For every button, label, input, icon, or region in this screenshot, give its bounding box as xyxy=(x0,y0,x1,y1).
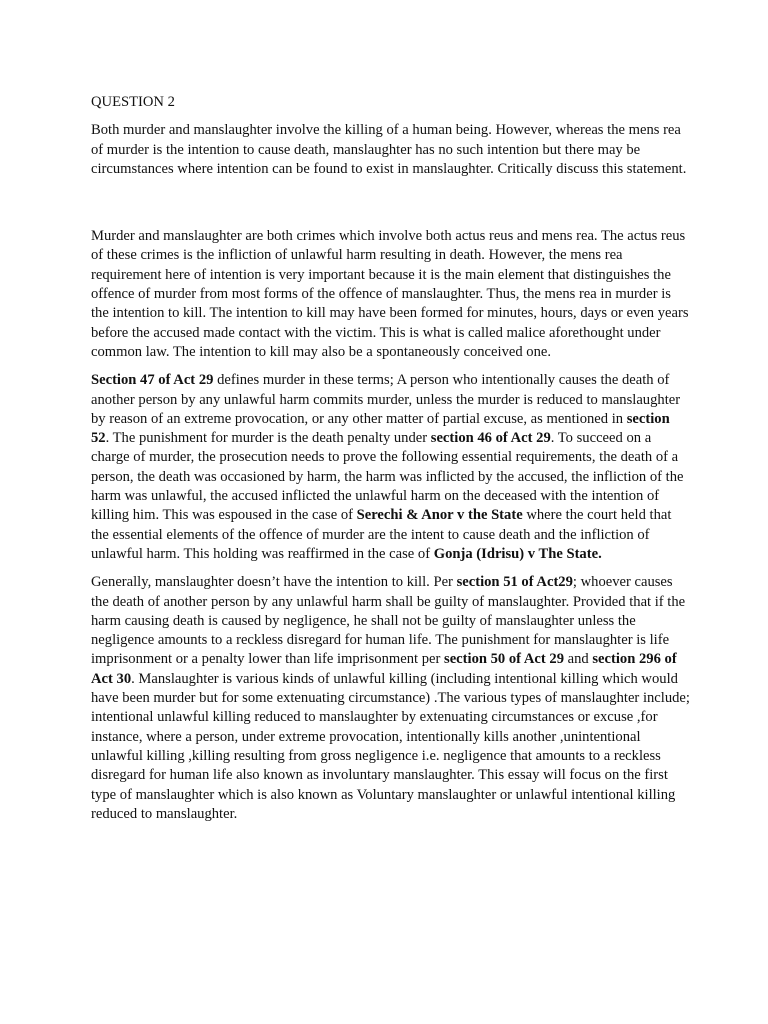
statute-reference: Section 47 of Act 29 xyxy=(91,372,214,389)
statute-reference: section 51 of Act29 xyxy=(456,574,573,591)
text-run: ; whoever causes the death of another person by any unlawful harm shall be guilty of manslaughter. Provided that if the harm causing death is caused by negligence, he shall not be guilty of manslaughter unless the negligence amounts to a reckless disregard for human life. The punishment for manslaughter is life imprisonment or a penalty lower than life imprisonment per xyxy=(91,574,686,668)
statute-reference: section 50 of Act 29 xyxy=(444,651,564,668)
text-run: where the court held that the essential elements of the offence of murder are the intent to cause death and the infliction of unlawful harm. This holding was reaffirmed in the case of xyxy=(91,507,672,562)
question-statement: Both murder and manslaughter involve the killing of a human being. However, whereas the mens rea of murder is the intention to cause death, manslaughter has no such intention but there may be circumstances where intention can be found to exist in manslaughter. Critically discuss this statement. xyxy=(91,122,687,177)
statute-reference: section 46 of Act 29 xyxy=(430,430,551,447)
case-citation: Serechi & Anor v the State xyxy=(356,507,523,524)
question-heading: QUESTION 2 xyxy=(91,94,175,110)
paragraph-manslaughter-definition xyxy=(91,573,691,824)
text-run: . To succeed on a charge of murder, the prosecution needs to prove the following essential requirements, the death of a person, the death was occasioned by harm, the harm was inflicted by the accused, the infliction of the harm was unlawful, the accused inflicted the unlawful harm on the deceased with the intention of killing him. This was espoused in the case of xyxy=(91,430,684,524)
text-run: defines murder in these terms; A person who intentionally causes the death of another person by any unlawful harm commits murder, unless the murder is reduced to manslaughter by reason of an extreme provocation, or any other matter of partial excuse, as mentioned in xyxy=(91,372,681,427)
document-body xyxy=(91,93,691,833)
case-citation: Gonja (Idrisu) v The State. xyxy=(433,545,602,562)
text-run: Generally, manslaughter doesn’t have the intention to kill. Per xyxy=(91,574,457,591)
statute-reference: section 296 of Act 30 xyxy=(91,651,677,687)
paragraph-murder-definition xyxy=(91,371,691,564)
text-run: . Manslaughter is various kinds of unlawful killing (including intentional killing which would have been murder but for some extenuating circumstance) .The various types of manslaughter include; intentional unlawful killing reduced to manslaughter by extenuating circumstances or excuse ,for instance, where a person, under extreme provocation, intentionally kills another ,unintentional unlawful killing ,killing resulting from gross negligence i.e. negligence that amounts to a reckless disregard for human life also known as involuntary manslaughter. This essay will focus on the first type of manslaughter which is also known as Voluntary manslaughter or unlawful intentional killing reduced to manslaughter. xyxy=(91,670,690,822)
text-run: and xyxy=(564,651,593,668)
paragraph-murder-manslaughter-intro: Murder and manslaughter are both crimes which involve both actus reus and mens rea. The actus reus of these crimes is the infliction of unlawful harm resulting in death. However, the mens rea requirement here of intention is very important because it is the main element that distinguishes the offence of murder from most forms of the offence of manslaughter. Thus, the mens rea in murder is the intention to kill. The intention to kill may have been formed for minutes, hours, days or even years before the accused made contact with the victim. This is what is called malice aforethought under common law. The intention to kill may also be a spontaneously conceived one. xyxy=(91,228,689,360)
statute-reference: section 52 xyxy=(91,410,670,447)
text-run: . The punishment for murder is the death penalty under xyxy=(105,430,431,447)
